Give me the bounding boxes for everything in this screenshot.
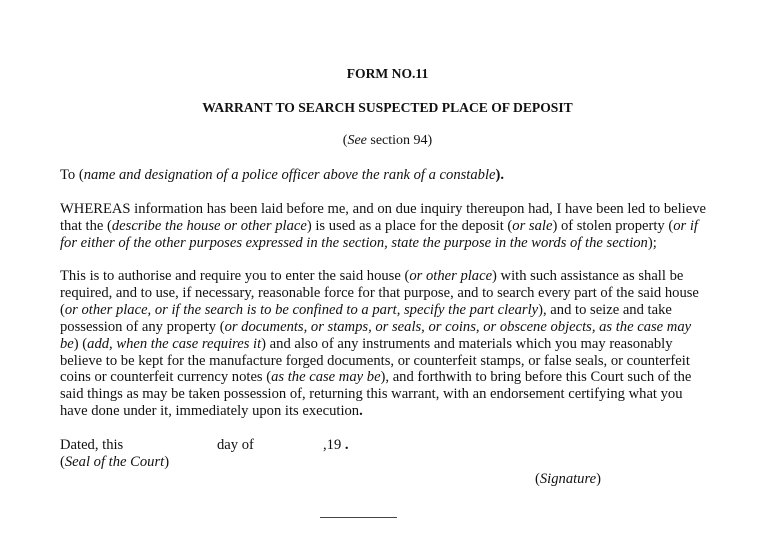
year-text: ,19 [323, 437, 342, 453]
form-title: WARRANT TO SEARCH SUSPECTED PLACE OF DEPOSIT [202, 100, 573, 115]
addressee-prefix: To ( [60, 167, 84, 183]
addressee-suffix: ). [495, 167, 505, 183]
instruction: add, when the case requires it [87, 335, 262, 352]
text: coins or counterfeit currency notes ( [60, 369, 272, 386]
text: ) of stolen property ( [552, 217, 674, 234]
text: ( [60, 301, 65, 318]
authorise-line [60, 268, 720, 285]
text: ), and forthwith to bring before this Court such of the [380, 369, 692, 386]
authorise-line [60, 285, 720, 302]
text: ) is used as a place for the deposit ( [306, 217, 513, 234]
instruction: or other place [409, 268, 493, 284]
instruction: for either of the other purposes expressed in the section, state the purpose in the words of the section [60, 234, 648, 251]
addressee-line [60, 167, 720, 184]
year-label [323, 437, 349, 454]
instruction: describe the house or other place [111, 217, 307, 234]
authorise-line [60, 302, 720, 319]
text: ) and also of any instruments and materials which you may reasonably [261, 335, 673, 352]
authorise-line [60, 403, 720, 420]
instruction: be [60, 335, 74, 352]
whereas-line [60, 235, 720, 252]
ref-prefix: ( [342, 133, 348, 148]
seal-of-court [60, 454, 169, 471]
whereas-paragraph [60, 201, 720, 252]
whereas-line [60, 201, 720, 218]
whereas-line [60, 218, 720, 235]
authorise-line [60, 319, 720, 336]
period: . [359, 403, 363, 420]
instruction: or documents, or stamps, or seals, or coins, or obscene objects, as the case may [224, 318, 692, 335]
text: ) with such assistance as shall be [492, 268, 684, 284]
paren: ) [164, 454, 170, 470]
text: believe to be kept for the manufacture forged documents, or counterfeit stamps, or false seals, or counterfeit [60, 352, 690, 369]
instruction: as the case may be [271, 369, 381, 386]
text: WHEREAS information has been laid before me, and on due inquiry thereupon had, I have been led to believe [60, 201, 706, 217]
authorise-line [60, 386, 720, 403]
text: have done under it, immediately upon its execution [60, 403, 360, 420]
seal-text: Seal of the Court [64, 454, 165, 470]
text: ) ( [73, 335, 88, 352]
text: ), and to seize and take [538, 301, 672, 318]
ref-rest: section 94) [366, 133, 433, 148]
paren: ) [596, 471, 601, 487]
form-number: FORM NO.11 [346, 66, 429, 81]
paren: ( [535, 471, 540, 487]
ref-see: See [347, 133, 367, 148]
signature-label [535, 471, 601, 488]
day-of-label: day of [217, 437, 254, 453]
text: This is to authorise and require you to enter the said house ( [60, 268, 410, 284]
instruction: or other place, or if the search is to be confined to a part, specify the part clearly [64, 301, 539, 318]
authorise-paragraph [60, 268, 720, 420]
dated-label: Dated, this [60, 437, 124, 453]
addressee-instruction: name and designation of a police officer above the rank of a constable [83, 167, 496, 183]
text: said things as may be taken possession of, returning this warrant, with an endorsement certifying what you [60, 386, 683, 403]
text: that the ( [60, 217, 112, 234]
paren: ( [60, 454, 65, 470]
authorise-line [60, 353, 720, 370]
section-reference [0, 133, 775, 149]
authorise-line [60, 336, 720, 353]
text: required, and to use, if necessary, reasonable force for that purpose, and to search every part of the said house [60, 284, 699, 301]
footer-divider [320, 517, 397, 518]
instruction: or sale [512, 217, 553, 234]
instruction: or if [673, 217, 698, 234]
authorise-line [60, 369, 720, 386]
signature-text: Signature [539, 471, 597, 487]
text: possession of any property ( [60, 318, 225, 335]
text: ); [647, 234, 657, 251]
year-dot: . [341, 437, 349, 453]
